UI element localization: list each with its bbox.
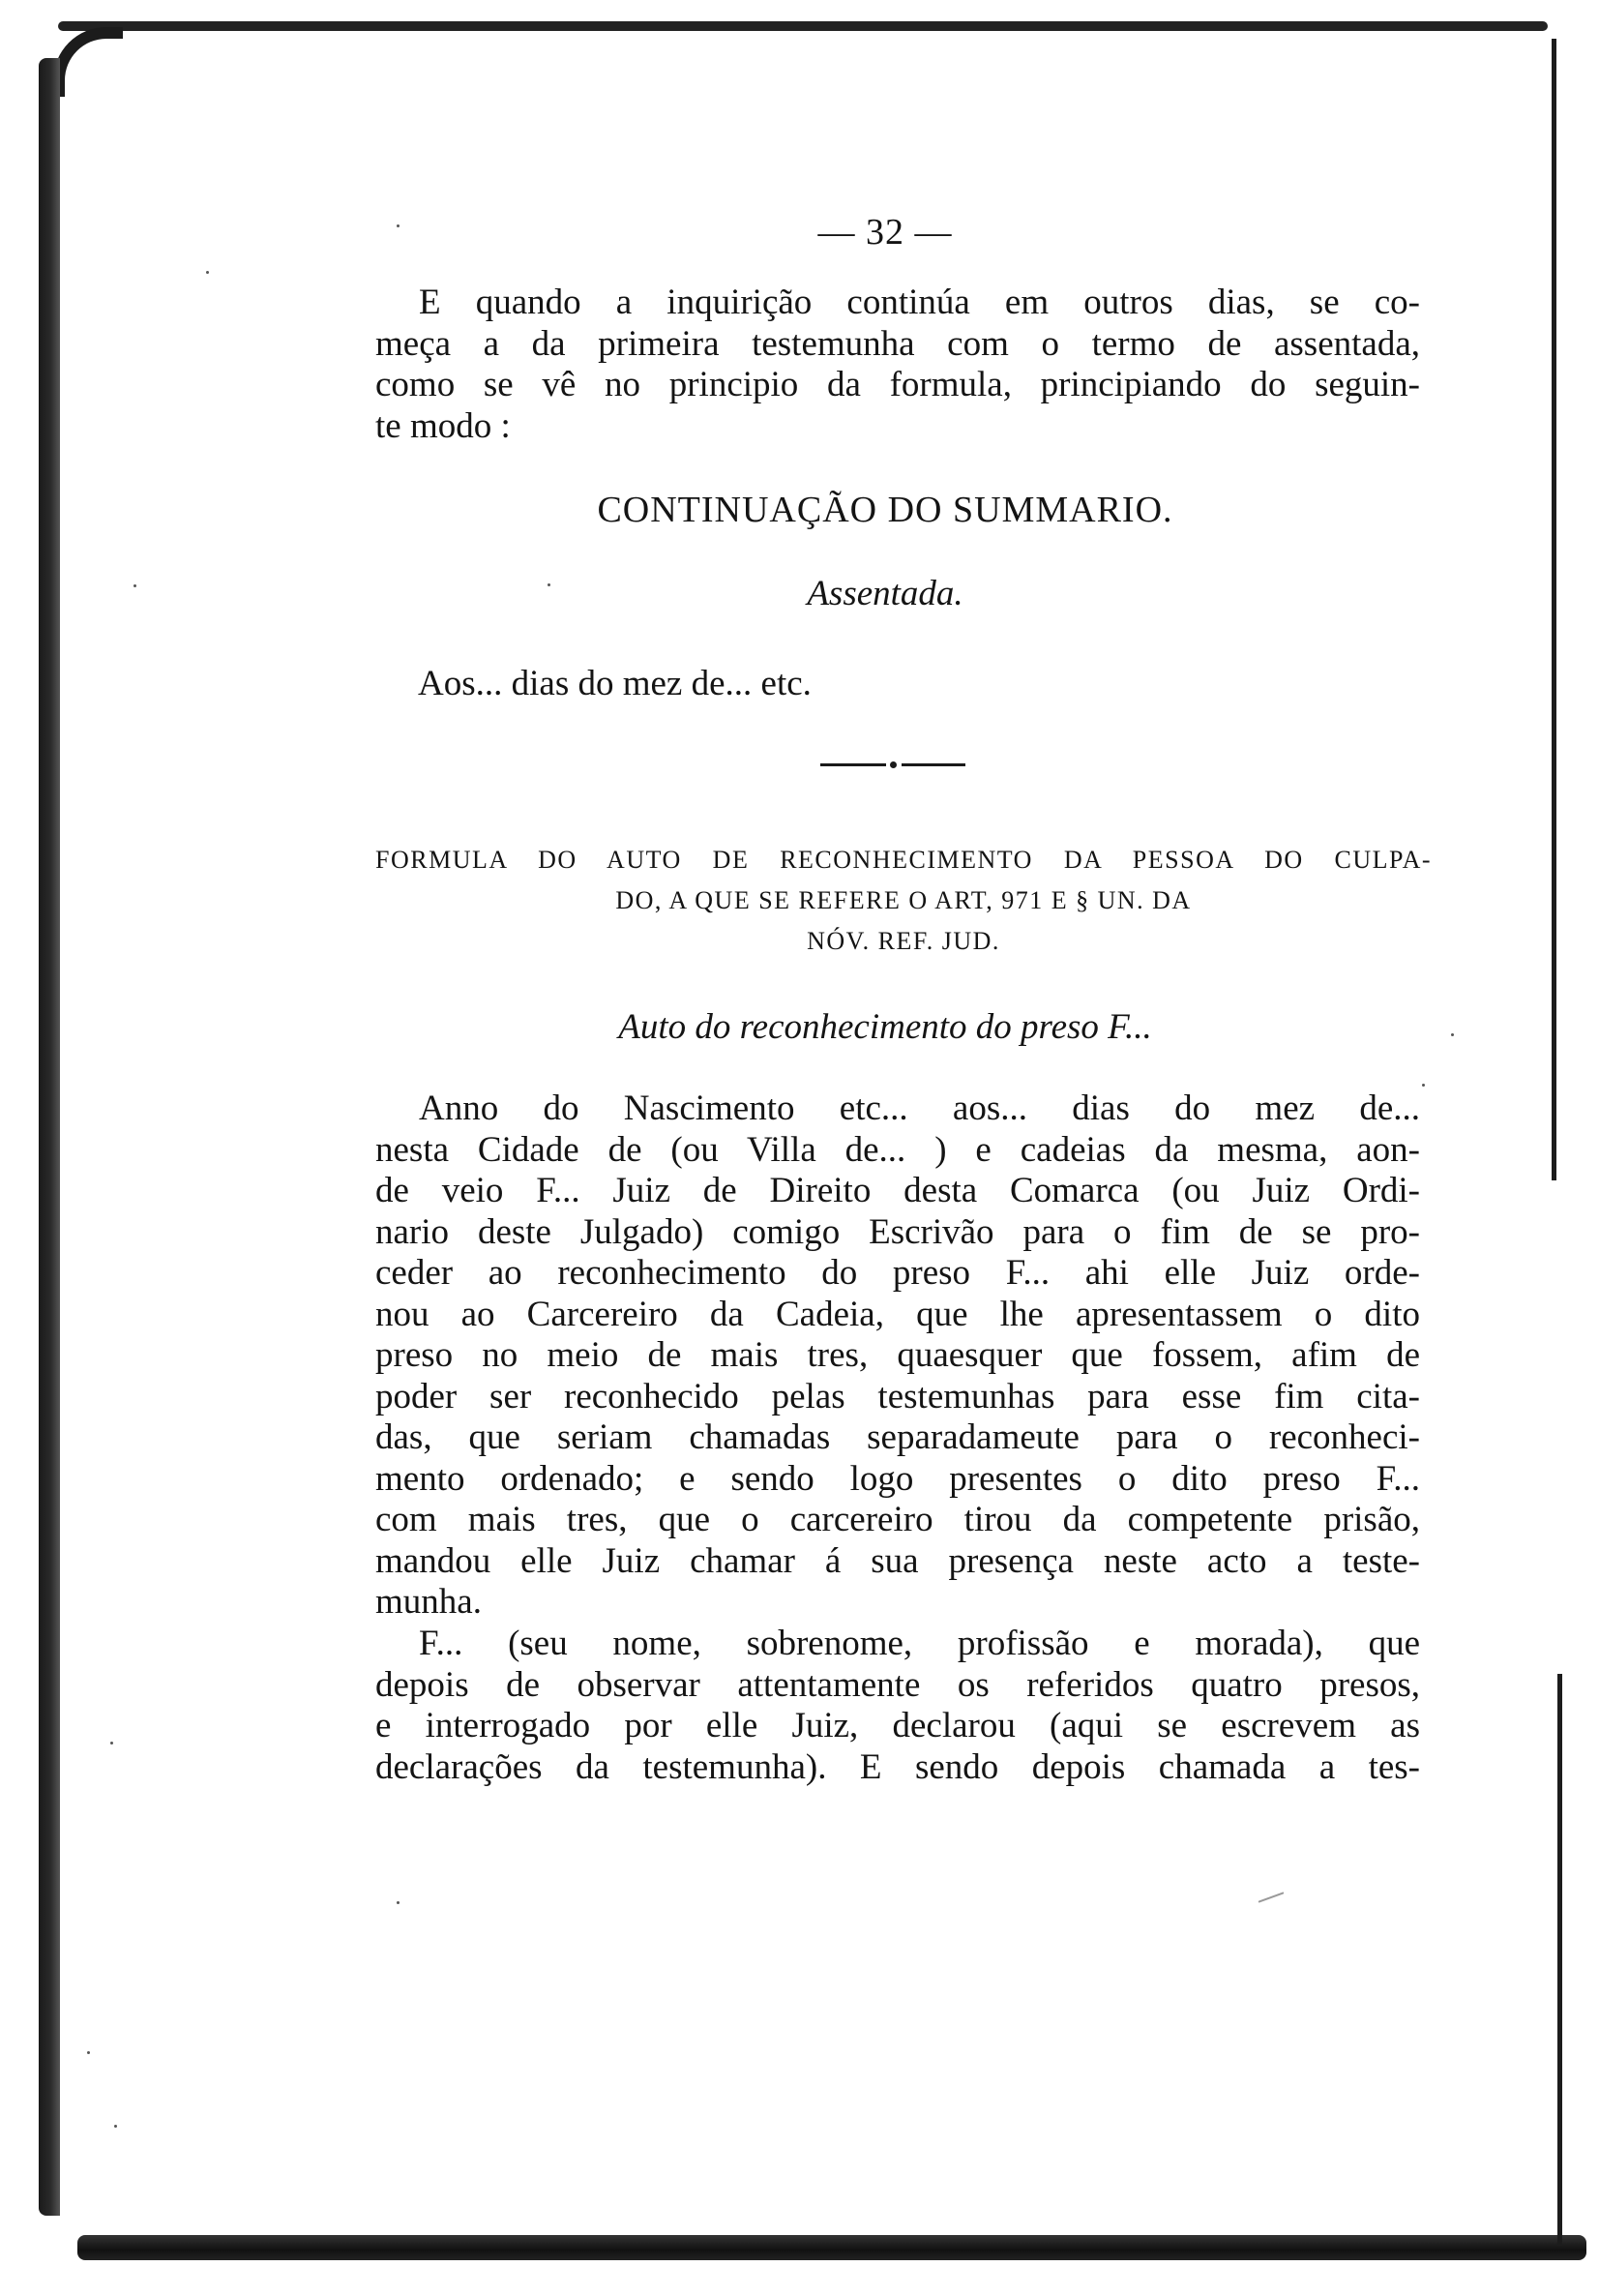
text-line: declarações da testemunha). E sendo depois chamada a tes- bbox=[375, 1746, 1420, 1787]
scan-speck bbox=[1258, 1892, 1285, 1902]
assentada-text: Aos... dias do mez de... etc. bbox=[418, 664, 812, 703]
text-line: preso no meio de mais tres, quaesquer que fossem, afim de bbox=[375, 1335, 1420, 1375]
formula-heading bbox=[375, 840, 1432, 962]
text-line: ceder ao reconhecimento do preso F... ahi elle Juiz orde- bbox=[375, 1253, 1420, 1293]
text-line: mento ordenado; e sendo logo presentes o dito preso F... bbox=[375, 1458, 1420, 1499]
text-line: depois de observar attentamente os referidos quatro presos, bbox=[375, 1664, 1420, 1705]
text-line: te modo : bbox=[375, 405, 511, 446]
section-subheading: Assentada. bbox=[807, 574, 963, 613]
formula-heading-line: NÓV. REF. JUD. bbox=[807, 927, 1000, 955]
text-line: nario deste Julgado) comigo Escrivão para o fim de se pro- bbox=[375, 1211, 1420, 1252]
ornament-bar-right bbox=[902, 763, 965, 766]
scan-speck bbox=[397, 1901, 400, 1904]
scan-speck bbox=[114, 2125, 117, 2128]
body-paragraph-1 bbox=[375, 1088, 1420, 1624]
section-heading: CONTINUAÇÃO DO SUMMARIO. bbox=[597, 490, 1173, 530]
text-line: de veio F... Juiz de Direito desta Comarca (ou Juiz Ordi- bbox=[375, 1171, 1420, 1210]
ornament-bar-left bbox=[820, 763, 886, 766]
page-border-bottom bbox=[77, 2235, 1586, 2260]
ornament-dot bbox=[890, 761, 897, 768]
ornament-divider bbox=[820, 760, 965, 768]
text-line: Anno do Nascimento etc... aos... dias do mez de... bbox=[419, 1088, 1420, 1128]
text-line: mandou elle Juiz chamar á sua presença neste acto a teste- bbox=[375, 1540, 1420, 1581]
page-border-corner bbox=[53, 27, 123, 97]
formula-heading-line: DO, A QUE SE REFERE O ART, 971 E § UN. DA bbox=[615, 886, 1192, 914]
text-line: E quando a inquirição continúa em outros dias, se co- bbox=[419, 283, 1420, 322]
scan-speck bbox=[110, 1742, 113, 1744]
text-line: poder ser reconhecido pelas testemunhas para esse fim cita- bbox=[375, 1376, 1420, 1416]
text-line: F... (seu nome, sobrenome, profissão e morada), que bbox=[419, 1624, 1420, 1663]
page-border-right-lower bbox=[1557, 1674, 1562, 2245]
text-line: nesta Cidade de (ou Villa de... ) e cadeias da mesma, aon- bbox=[375, 1129, 1420, 1170]
scan-speck bbox=[87, 2051, 90, 2054]
auto-title: Auto do reconhecimento do preso F... bbox=[618, 1007, 1152, 1047]
text-line: com mais tres, que o carcereiro tirou da competente prisão, bbox=[375, 1500, 1420, 1539]
scan-speck bbox=[1422, 1084, 1425, 1087]
page-border-top bbox=[58, 21, 1548, 31]
intro-paragraph bbox=[375, 283, 1420, 447]
text-line: e interrogado por elle Juiz, declarou (aqui se escrevem as bbox=[375, 1706, 1420, 1745]
scan-speck bbox=[206, 271, 209, 274]
text-line: das, que seriam chamadas separadameute para o reconheci- bbox=[375, 1417, 1420, 1457]
text-line: meça a da primeira testemunha com o termo de assentada, bbox=[375, 323, 1420, 364]
page-border-left bbox=[39, 58, 60, 2216]
text-line: nou ao Carcereiro da Cadeia, que lhe apresentassem o dito bbox=[375, 1294, 1420, 1334]
text-line: munha. bbox=[375, 1582, 482, 1622]
body-paragraph-2 bbox=[375, 1624, 1420, 1788]
formula-heading-line: FORMULA DO AUTO DE RECONHECIMENTO DA PESSOA DO CULPA- bbox=[375, 846, 1432, 874]
page-number: — 32 — bbox=[817, 212, 953, 253]
text-line: como se vê no principio da formula, principiando do seguin- bbox=[375, 365, 1420, 404]
